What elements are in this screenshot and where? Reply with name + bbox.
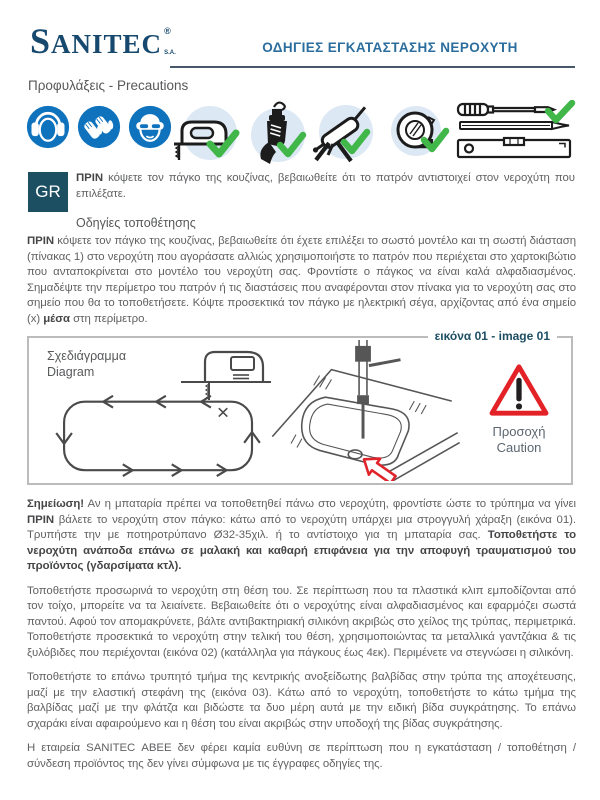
header-rule <box>170 66 575 68</box>
caulking-gun-icon <box>306 98 378 168</box>
caution-label-en: Caution <box>496 440 542 455</box>
installation-paragraph: ΠΡΙΝ κόψετε τον πάγκο της κουζίνας, βεβαιωθείτε ότι έχετε επιλέξει το σωστό μοντέλο και τη σωστή διάσταση (πίνακας 1) στο νεροχύτη που αγοράσατε αλλιώς χρησιμοποιήστε το πατρόν που περιέχεται στο χαρτοκιβώτιο που ανταποκρίνεται στο μοντέλο του νεροχύτη σας. Φροντίστε ο πάγκος να είναι καλά αλφαδιασμένος. Σημαδέψτε την περίμετρο του πατρόν ή τις διαστάσεις που αναφέρονται στον πίνακα για το νεροχύτη σας στο σημείο που θα το τοποθετήσετε. Κόψτε προσεκτικά τον πάγκο με ηλεκτρική σέγα, αρχίζοντας από ένα σημείο (x) μέσα στη περίμετρο. <box>27 235 576 325</box>
tape-measure-icon <box>386 104 452 164</box>
gr-language-badge: GR <box>28 172 68 212</box>
precautions-label: Προφυλάξεις - Precautions <box>28 78 189 93</box>
valve-paragraph: Τοποθετήστε το επάνω τρυπητό τμήμα της κεντρικής ανοξείδωτης βαλβίδας στην τρύπα της αποχέτευσης, μαζί με την ελαστική στεφάνη της (εικόνα 03). Κάτω από το νεροχύτη, τοποθετήστε το κάτω τμήμα της βαλβίδας μαζί με την φλάτζα και βιδώστε τα δυο μέρη αυτά με την ειδική βίδα συγκράτησης. Το επάνω σχαράκι είναι αφαιρούμενο και η θέση του είναι ακριβώς στην υποδοχή της βίδας συγκράτησης. <box>27 671 576 730</box>
cut-path-drawing <box>55 388 265 480</box>
caution-label-gr: Προσοχή <box>492 424 546 439</box>
sanitec-logo <box>30 21 176 61</box>
figure-caption: εικόνα 01 - image 01 <box>428 329 557 343</box>
diagram-label-en: Diagram <box>47 365 95 379</box>
page-title: ΟΔΗΓΙΕΣ ΕΓΚΑΤΑΣΤΑΣΗΣ ΝΕΡΟΧΥΤΗ <box>262 40 518 55</box>
warning-triangle-icon <box>488 362 550 418</box>
figure-box <box>27 329 573 485</box>
power-drill-icon <box>246 98 308 168</box>
protective-gloves-icon <box>77 105 121 149</box>
note-paragraph: Σημείωση! Αν η μπαταρία πρέπει να τοποθετηθεί πάνω στο νεροχύτη, φροντίστε ώστε το τρύπημα να γίνει ΠΡΙΝ βάλετε το νεροχύτη στον πάγκο: κάτω από το νεροχύτη υπάρχει μια στρογγυλή χάραξη (εικόνα 01). Τρυπήστε την με ποτηροτρύπανο Ø32-35χιλ. ή το αντίστοιχο για τη μπαταρία σας. Τοποθετήστε το νεροχύτη ανάποδα επάνω σε μαλακή και καθαρή επιφάνεια για την αποφυγή τραυματισμού του προϊόντος (γδαρσίματα κτλ). <box>27 498 576 572</box>
lower-text-block <box>27 497 576 781</box>
registered-trademark-icon: ® <box>164 26 171 36</box>
positioning-paragraph: Τοποθετήστε προσωρινά το νεροχύτη στη θέση του. Σε περίπτωση που τα πλαστικά κλιπ εμποδίζονται από τον τοίχο, μπορείτε να τα λειαίνετε. Βεβαιωθείτε ότι ο νεροχύτης είναι αλφαδιασμένος και εφαρμόζει σωστά παντού. Αφού τον απομακρύνετε, βάλτε αντιβακτηριακή σιλικόνη ακριβώς στο χείλος της τρύπας, περιμετρικά. Τοποθετήστε προσεκτικά το νεροχύτη στην τελική του θέση, χρησιμοποιώντας τα μεταλλικά γαντζάκια & τις ξυλόβιδες που περιέχονται (εικόνα 02) (κατάλληλα για πάγκους έως 4εκ). Περιμένετε να στεγνώσει η σιλικόνη. <box>27 584 576 659</box>
jigsaw-icon <box>166 100 242 166</box>
diagram-label <box>47 348 126 380</box>
screwdriver-pencil-spirit-level-icon <box>456 100 578 164</box>
caution-block <box>465 362 573 456</box>
logo-marks <box>164 26 176 56</box>
ear-protection-icon <box>26 105 70 149</box>
liability-paragraph: Η εταιρεία SANITEC ΑΒΕΕ δεν φέρει καμία ευθύνη σε περίπτωση που η εγκατάσταση / τοποθέτηση / σύνδεση προϊόντος της δεν γίνει σύμφωνα με τις έγγραφες οδηγίες της. <box>27 742 576 770</box>
instructions-heading: Οδηγίες τοποθέτησης <box>76 216 196 230</box>
sanitec-logo-text: SANITEC <box>30 21 163 61</box>
logo-sa-label: S.A. <box>164 50 176 56</box>
cut-start-mark: × <box>216 400 230 425</box>
caution-label <box>465 424 573 456</box>
sink-cut-drawing <box>267 340 462 481</box>
red-pointer-arrow <box>358 451 398 481</box>
gr-note-text: ΠΡΙΝ κόψετε τον πάγκο της κουζίνας, βεβαιωθείτε ότι το πατρόν αντιστοιχεί στον νεροχύτη που επιλέξατε. <box>76 172 575 200</box>
diagram-label-gr: Σχεδιάγραμμα <box>47 349 127 363</box>
